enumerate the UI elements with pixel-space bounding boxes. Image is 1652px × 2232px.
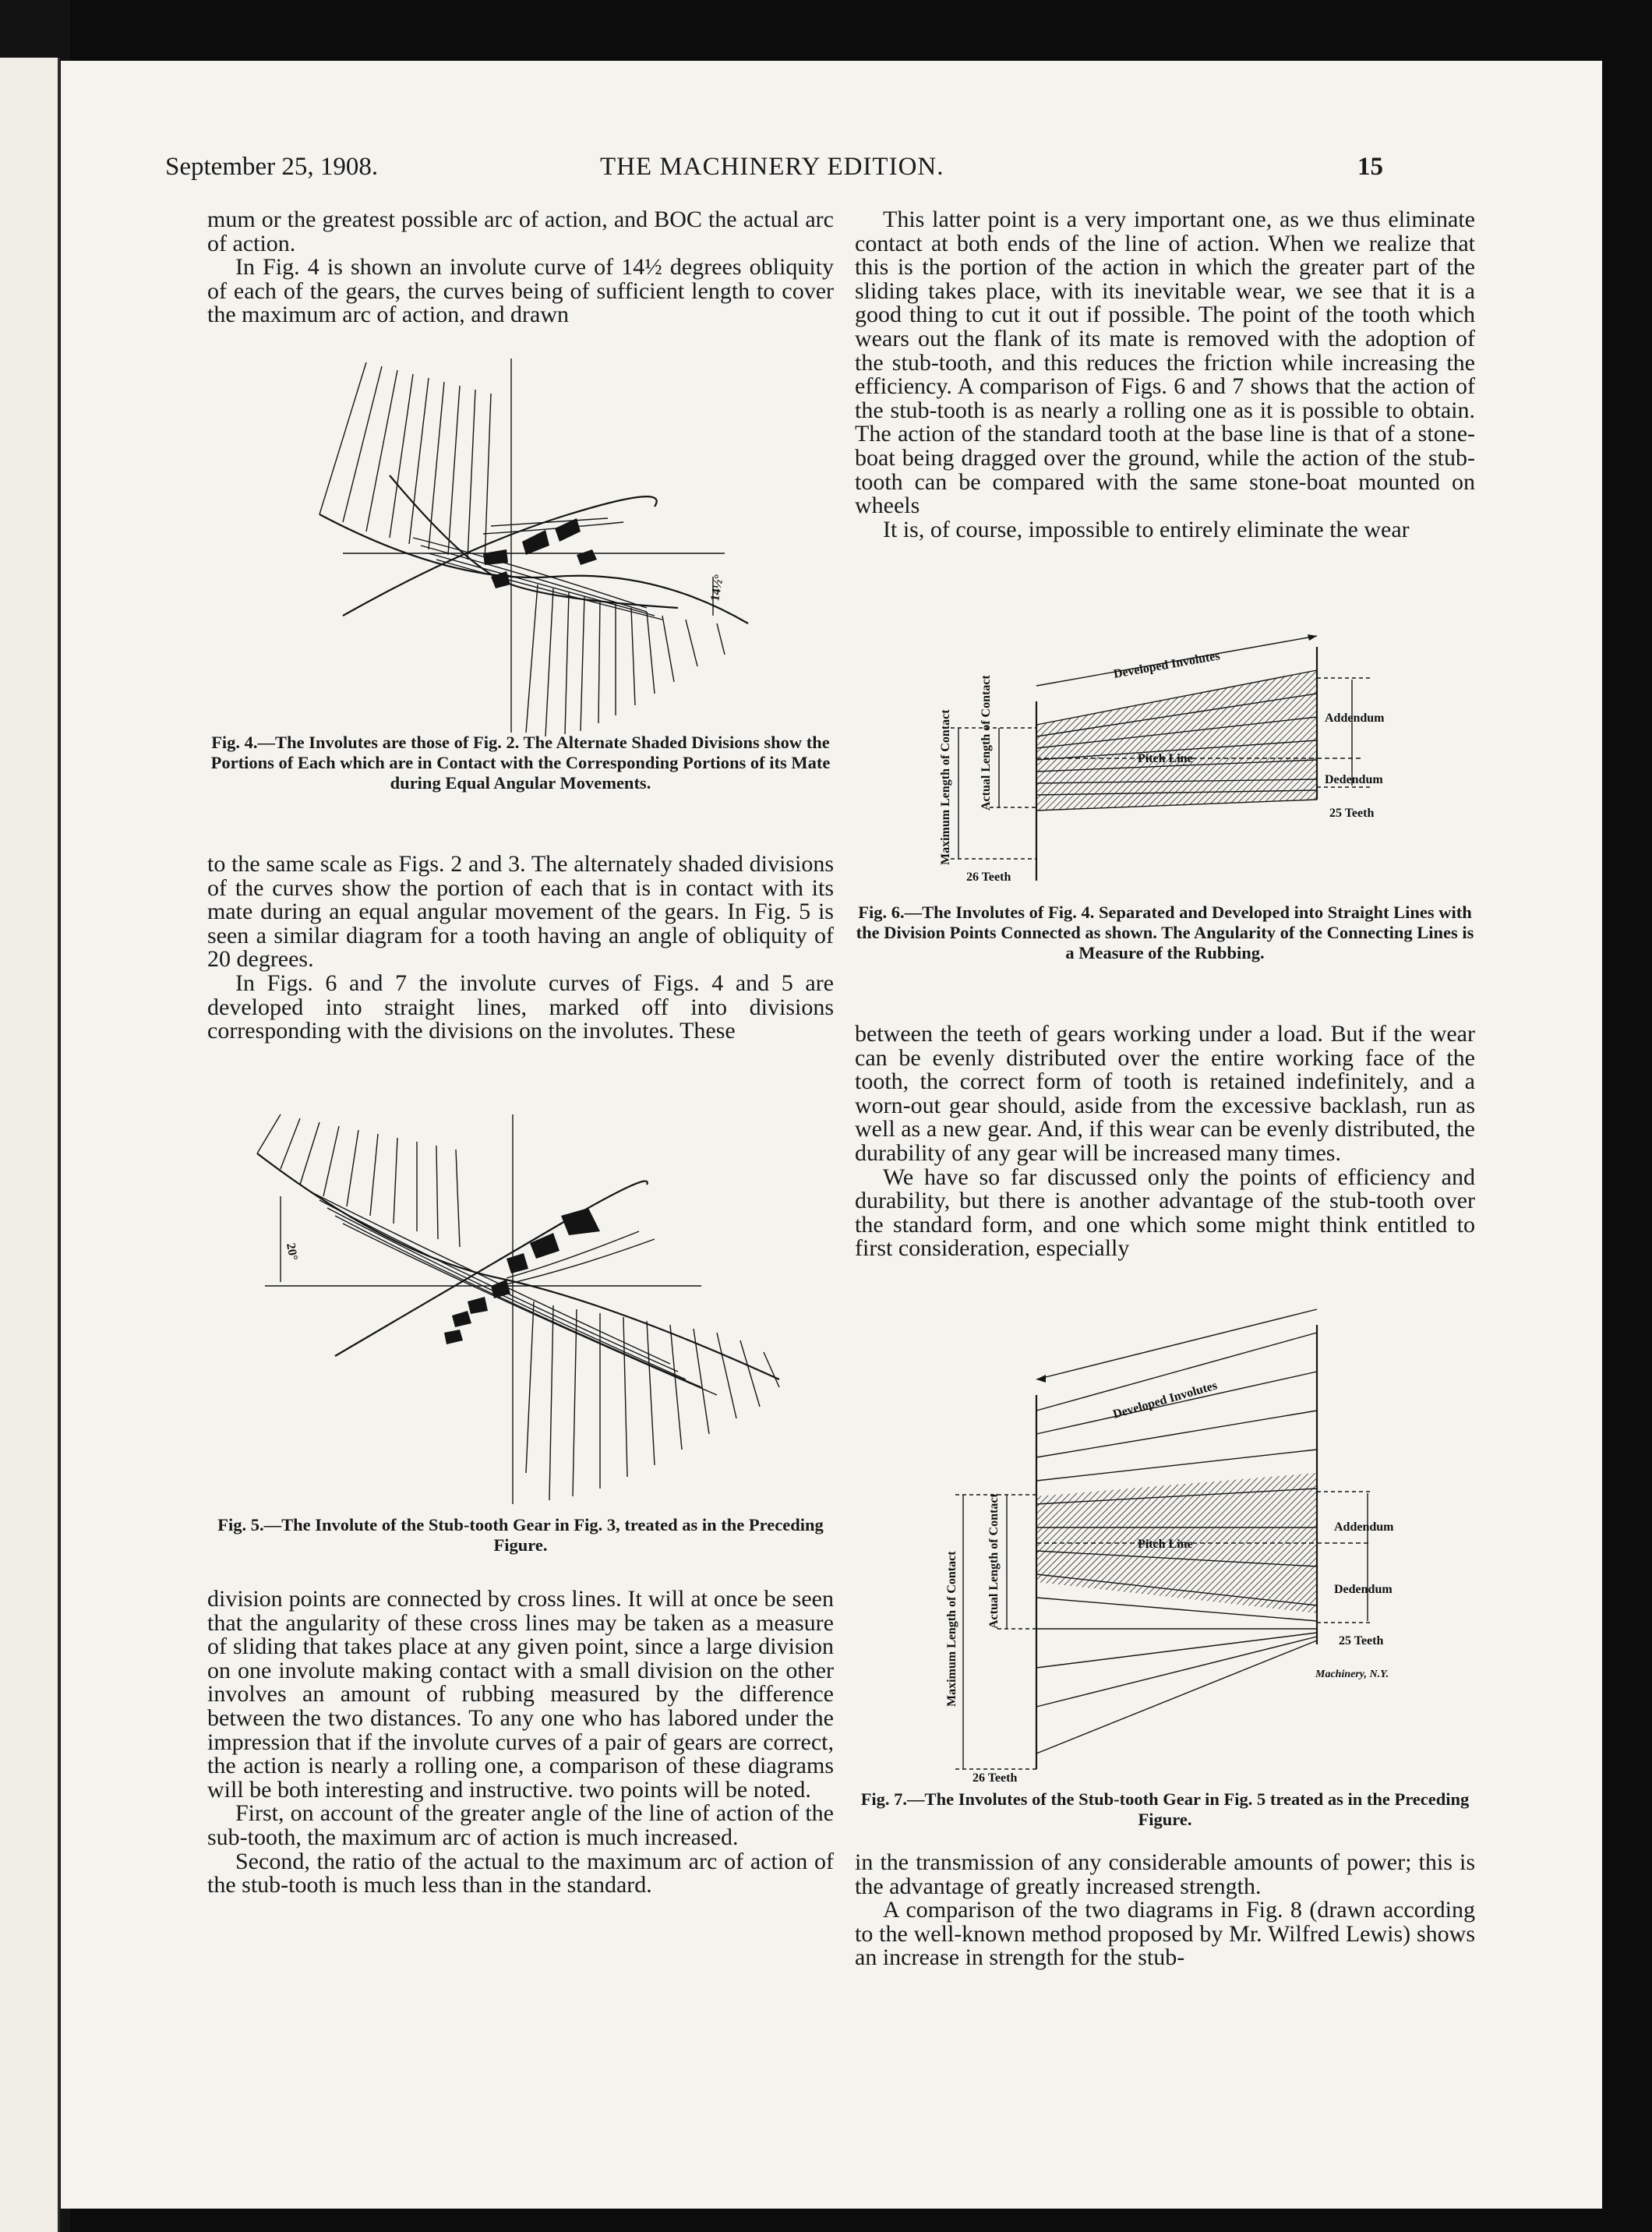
left-column-top bbox=[207, 208, 834, 327]
paragraph: in the transmission of any considerable amounts of power; this is the advantage of greatly increased strength. bbox=[855, 1849, 1475, 1899]
fig4-angle-label: 14½° bbox=[708, 573, 726, 602]
machinery-credit: Machinery, N.Y. bbox=[1315, 1669, 1389, 1680]
pitch-line-label: Pitch Line bbox=[1138, 752, 1193, 765]
paragraph: This latter point is a very important one, as we thus eliminate contact at both ends of the line of action. When we realize that this is the portion of the action in which the greater part of the sliding takes place, with its inevitable wear, we see that it is a good thing to cut it out if possible. The point of the tooth which wears out the flank of its mate is removed with the adoption of the stub-tooth, and this reduces the friction while increasing the efficiency. A comparison of Figs. 6 and 7 shows that the action of the stub-tooth is as nearly a rolling one as it is possible to obtain. The action of the standard tooth at the base line is that of a stone-boat being dragged over the ground, while the action of the stub-tooth can be compared with the same stone-boat mounted on wheels bbox=[855, 207, 1475, 519]
figure-7-stub-tooth-developed bbox=[935, 1317, 1434, 1785]
actual-length-label: Actual Length of Contact bbox=[987, 1493, 1001, 1629]
paragraph: We have so far discussed only the points of efficiency and durability, but there is another advantage of the stub-tooth over the standard form, and one which some might think entitled to first consideration, especially bbox=[855, 1164, 1475, 1262]
right-column-bottom bbox=[855, 1851, 1475, 1970]
figure-6-caption: Fig. 6.—The Involutes of Fig. 4. Separated and Developed into Straight Lines with the Division Points Connected as shown. The Angularity of the Connecting Lines is a Measure of the Rubbing. bbox=[856, 902, 1474, 962]
header-date: September 25, 1908. bbox=[165, 153, 379, 181]
paragraph: In Fig. 4 is shown an involute curve of 14½ degrees obliquity of each of the gears, the curves being of sufficient length to cover the maximum arc of action, and drawn bbox=[207, 254, 834, 328]
dedendum-label: Dedendum bbox=[1334, 1583, 1393, 1596]
adjacent-page-edge bbox=[0, 58, 60, 2232]
max-length-label: Maximum Length of Contact bbox=[945, 1551, 958, 1707]
addendum-label: Addendum bbox=[1325, 712, 1385, 725]
page-number: 15 bbox=[1357, 153, 1383, 181]
page-header bbox=[0, 94, 1652, 181]
teeth-25-label: 25 Teeth bbox=[1339, 1634, 1384, 1648]
teeth-26-label: 26 Teeth bbox=[966, 871, 1011, 884]
figure-5-caption: Fig. 5.—The Involute of the Stub-tooth Gear in Fig. 3, treated as in the Preceding Figure. bbox=[217, 1515, 824, 1555]
figure-6-developed-involutes bbox=[927, 623, 1410, 888]
addendum-label: Addendum bbox=[1334, 1520, 1394, 1534]
left-column-middle bbox=[207, 853, 834, 1044]
fig5-angle-label: 20° bbox=[284, 1241, 300, 1262]
paragraph: A comparison of the two diagrams in Fig. 8 (drawn according to the well-known method proposed by Mr. Wilfred Lewis) shows an increase in strength for the stub- bbox=[855, 1897, 1475, 1971]
actual-length-label: Actual Length of Contact bbox=[980, 675, 993, 811]
figure-4-caption: Fig. 4.—The Involutes are those of Fig. 2. The Alternate Shaded Divisions show the Portions of Each which are in Contact with the Corresponding Portions of its Mate during Equal Angular Movements. bbox=[210, 733, 831, 793]
paragraph: division points are connected by cross lines. It will at once be seen that the angularity of these cross lines may be taken as a measure of sliding that takes place at any given point, since a large division on one involute making contact with a small division on the other involves an amount of rubbing measured by the difference between the two distances. To any one who has labored under the impression that if the involute curves of a pair of gears are correct, the action is nearly a rolling one, a comparison of these diagrams will be both interesting and instructive. two points will be noted. bbox=[207, 1586, 834, 1803]
figure-7-caption: Fig. 7.—The Involutes of the Stub-tooth Gear in Fig. 5 treated as in the Preceding Figure. bbox=[860, 1789, 1470, 1829]
teeth-25-label: 25 Teeth bbox=[1329, 807, 1375, 820]
header-title: THE MACHINERY EDITION. bbox=[600, 153, 944, 181]
paragraph: It is, of course, impossible to entirely eliminate the wear bbox=[883, 516, 1410, 542]
paragraph: First, on account of the greater angle of the line of action of the sub-tooth, the maximum arc of action is much increased. bbox=[207, 1800, 834, 1850]
paragraph: mum or the greatest possible arc of action, and BOC the actual arc of action. bbox=[207, 207, 834, 256]
teeth-26-label: 26 Teeth bbox=[972, 1771, 1018, 1785]
max-length-label: Maximum Length of Contact bbox=[939, 709, 952, 865]
left-column-bottom bbox=[207, 1587, 834, 1898]
developed-involutes-label: Developed Involutes bbox=[1112, 649, 1221, 681]
paragraph: In Figs. 6 and 7 the involute curves of Figs. 4 and 5 are developed into straight lines, marked off into divisions corresponding with the divisions on the involutes. These bbox=[207, 969, 834, 1044]
paragraph: Second, the ratio of the actual to the maximum arc of action of the stub-tooth is much less than in the standard. bbox=[207, 1848, 834, 1898]
paragraph: between the teeth of gears working under a load. But if the wear can be evenly distributed over the entire working face of the tooth, the correct form of tooth is retained indefinitely, and a worn-out gear should, aside from the excessive backlash, run as well as a new gear. And, if this wear can be evenly distributed, the durability of any gear will be increased many times. bbox=[855, 1021, 1475, 1166]
figure-4-involutes bbox=[312, 351, 764, 740]
pitch-line-label: Pitch Line bbox=[1138, 1538, 1193, 1551]
developed-involutes-label: Developed Involutes bbox=[1111, 1379, 1219, 1421]
right-column-top bbox=[855, 208, 1475, 542]
paragraph: to the same scale as Figs. 2 and 3. The alternately shaded divisions of the curves show the portion of each that is in contact with its mate during an equal angular movement of the gears. In Fig. 5 is seen a similar diagram for a tooth having an angle of obliquity of 20 degrees. bbox=[207, 851, 834, 973]
dedendum-label: Dedendum bbox=[1325, 773, 1383, 786]
right-column-middle bbox=[855, 1022, 1475, 1261]
figure-5-stub-tooth-involutes bbox=[234, 1107, 826, 1512]
